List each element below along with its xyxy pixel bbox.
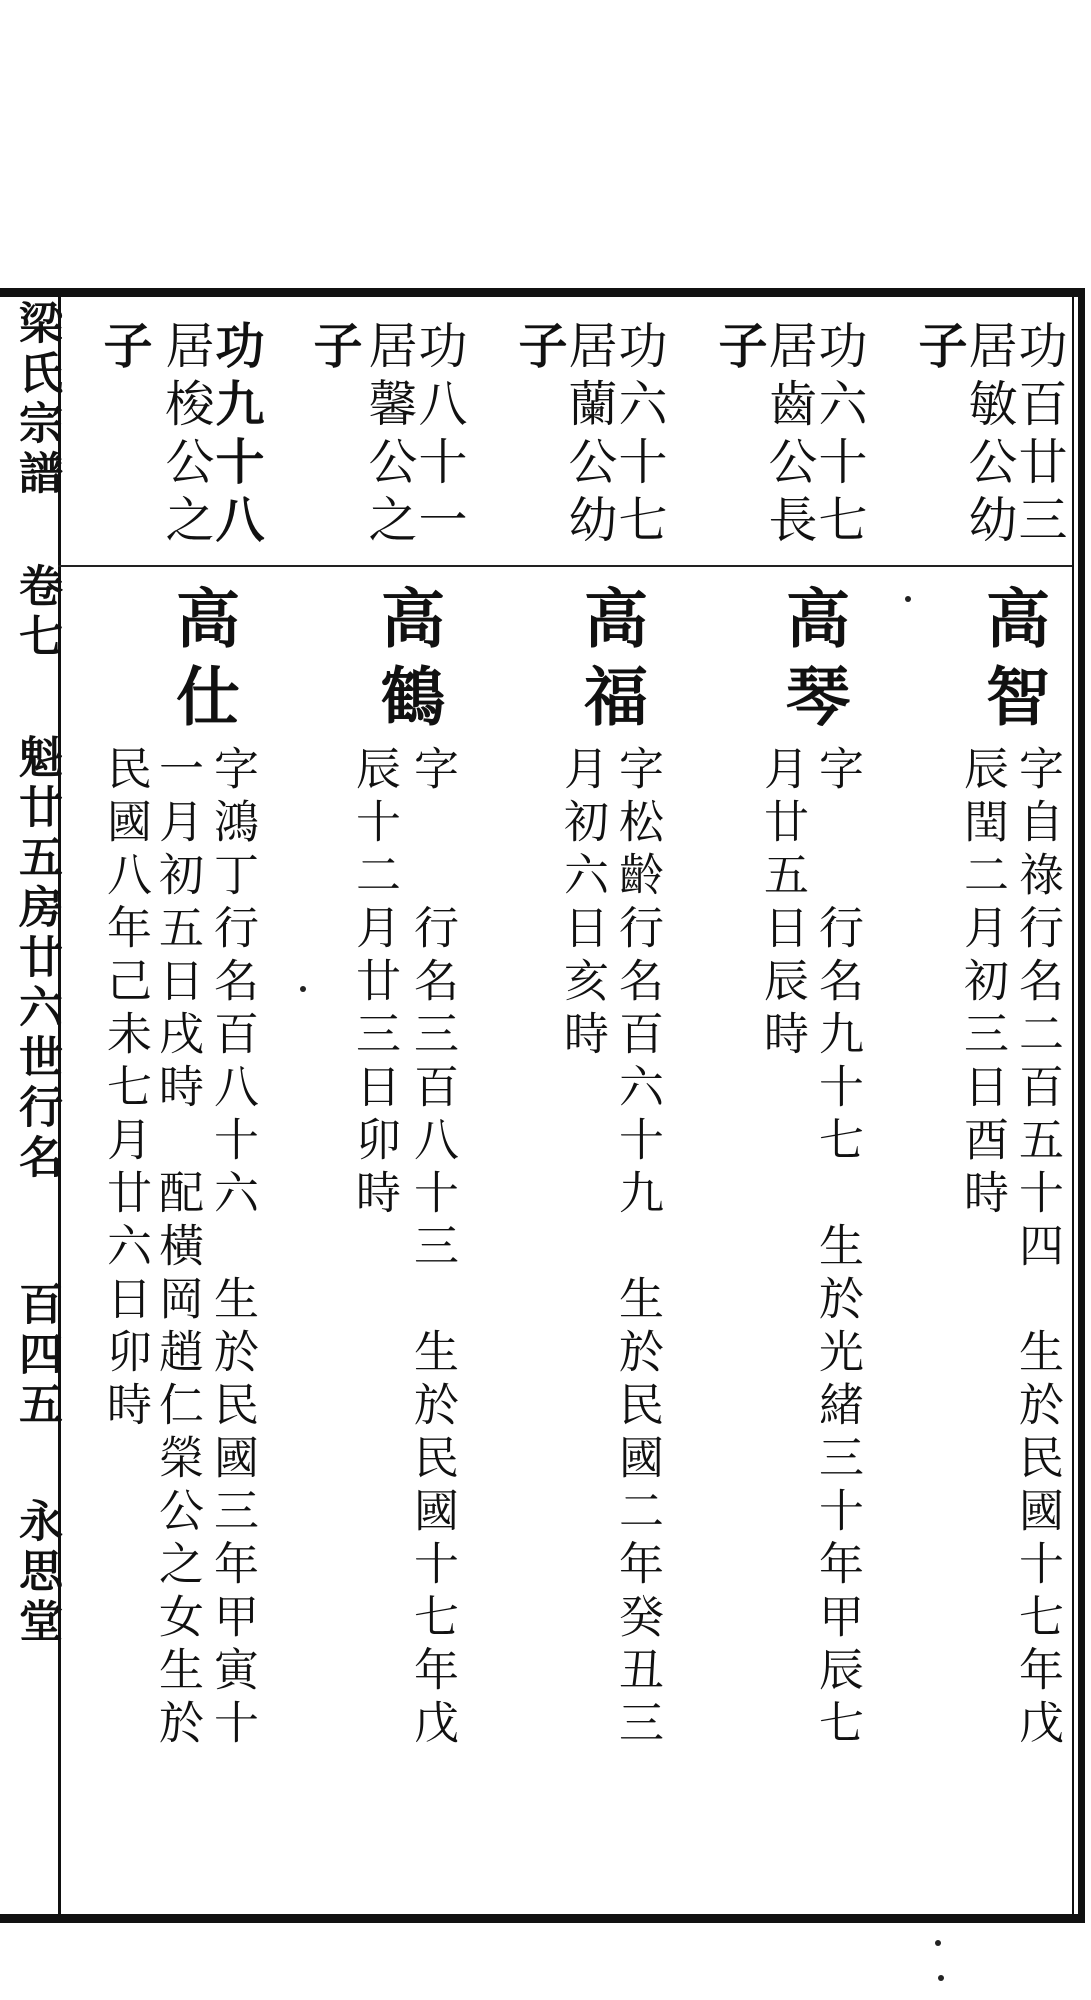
ink-speck xyxy=(938,1975,944,1981)
entry-5-detail-3: 民國八年己未七月廿六日卯時 xyxy=(99,745,152,1434)
entry-5-relation-1: 功九十八 xyxy=(208,320,266,552)
entry-5-relation-3: 子 xyxy=(96,320,154,378)
entry-3-detail-1: 字松齡行名百六十九 生於民國二年癸丑三 xyxy=(611,745,664,1752)
entry-4-name: 高鶴 xyxy=(370,585,445,741)
ink-speck xyxy=(300,986,306,992)
entry-2-relation-3: 子 xyxy=(711,320,769,378)
entry-2-name: 高琴 xyxy=(775,585,850,741)
entry-4-detail-1: 字 行名三百八十三 生於民國十七年戊 xyxy=(406,745,459,1752)
entry-5-relation-2: 居梭公之 xyxy=(158,320,215,552)
margin-page: 百四五 xyxy=(11,1281,62,1431)
margin-title: 梁氏宗譜 xyxy=(11,300,62,500)
entry-5-name: 高仕 xyxy=(165,585,240,741)
entry-1-relation-3: 子 xyxy=(911,320,969,378)
entry-1-name: 高智 xyxy=(975,585,1050,741)
margin-volume: 卷七 xyxy=(11,563,62,663)
entry-4-relation-2: 居馨公之 xyxy=(361,320,418,552)
entry-1-detail-2: 辰閏二月初三日酉時 xyxy=(956,745,1009,1222)
ink-speck xyxy=(935,1940,941,1946)
entry-2-detail-2: 月廿五日辰時 xyxy=(756,745,809,1063)
entry-4-relation-3: 子 xyxy=(306,320,364,378)
entry-3-relation-1: 功六十七 xyxy=(611,320,668,552)
entry-3-name: 高福 xyxy=(573,585,648,741)
entry-3-relation-2: 居蘭公幼 xyxy=(561,320,618,552)
entry-2-relation-2: 居齒公長 xyxy=(761,320,818,552)
entry-1-relation-1: 功百廿三 xyxy=(1011,320,1068,552)
header-divider xyxy=(58,565,1072,567)
entry-2-relation-1: 功六十七 xyxy=(811,320,868,552)
entry-5-detail-1: 字鴻丁行名百八十六 生於民國三年甲寅十 xyxy=(206,745,259,1752)
entry-2-detail-1: 字 行名九十七 生於光緒三十年甲辰七 xyxy=(811,745,864,1752)
entry-3-relation-3: 子 xyxy=(511,320,569,378)
entry-4-relation-1: 功八十一 xyxy=(411,320,468,552)
entry-1-relation-2: 居敏公幼 xyxy=(961,320,1018,552)
entry-5-detail-2: 一月初五日戌時 配橫岡趙仁榮公之女生於 xyxy=(151,745,204,1752)
entry-4-detail-2: 辰十二月廿三日卯時 xyxy=(348,745,401,1222)
entry-1-detail-1: 字自祿行名二百五十四 生於民國十七年戊 xyxy=(1011,745,1064,1752)
margin-branch: 魁廿五房廿六世行名 xyxy=(11,734,62,1184)
margin-hall: 永思堂 xyxy=(11,1498,62,1648)
ink-speck xyxy=(905,596,911,602)
margin-column xyxy=(2,300,62,1648)
right-rule xyxy=(1072,290,1074,1923)
entry-3-detail-2: 月初六日亥時 xyxy=(556,745,609,1063)
